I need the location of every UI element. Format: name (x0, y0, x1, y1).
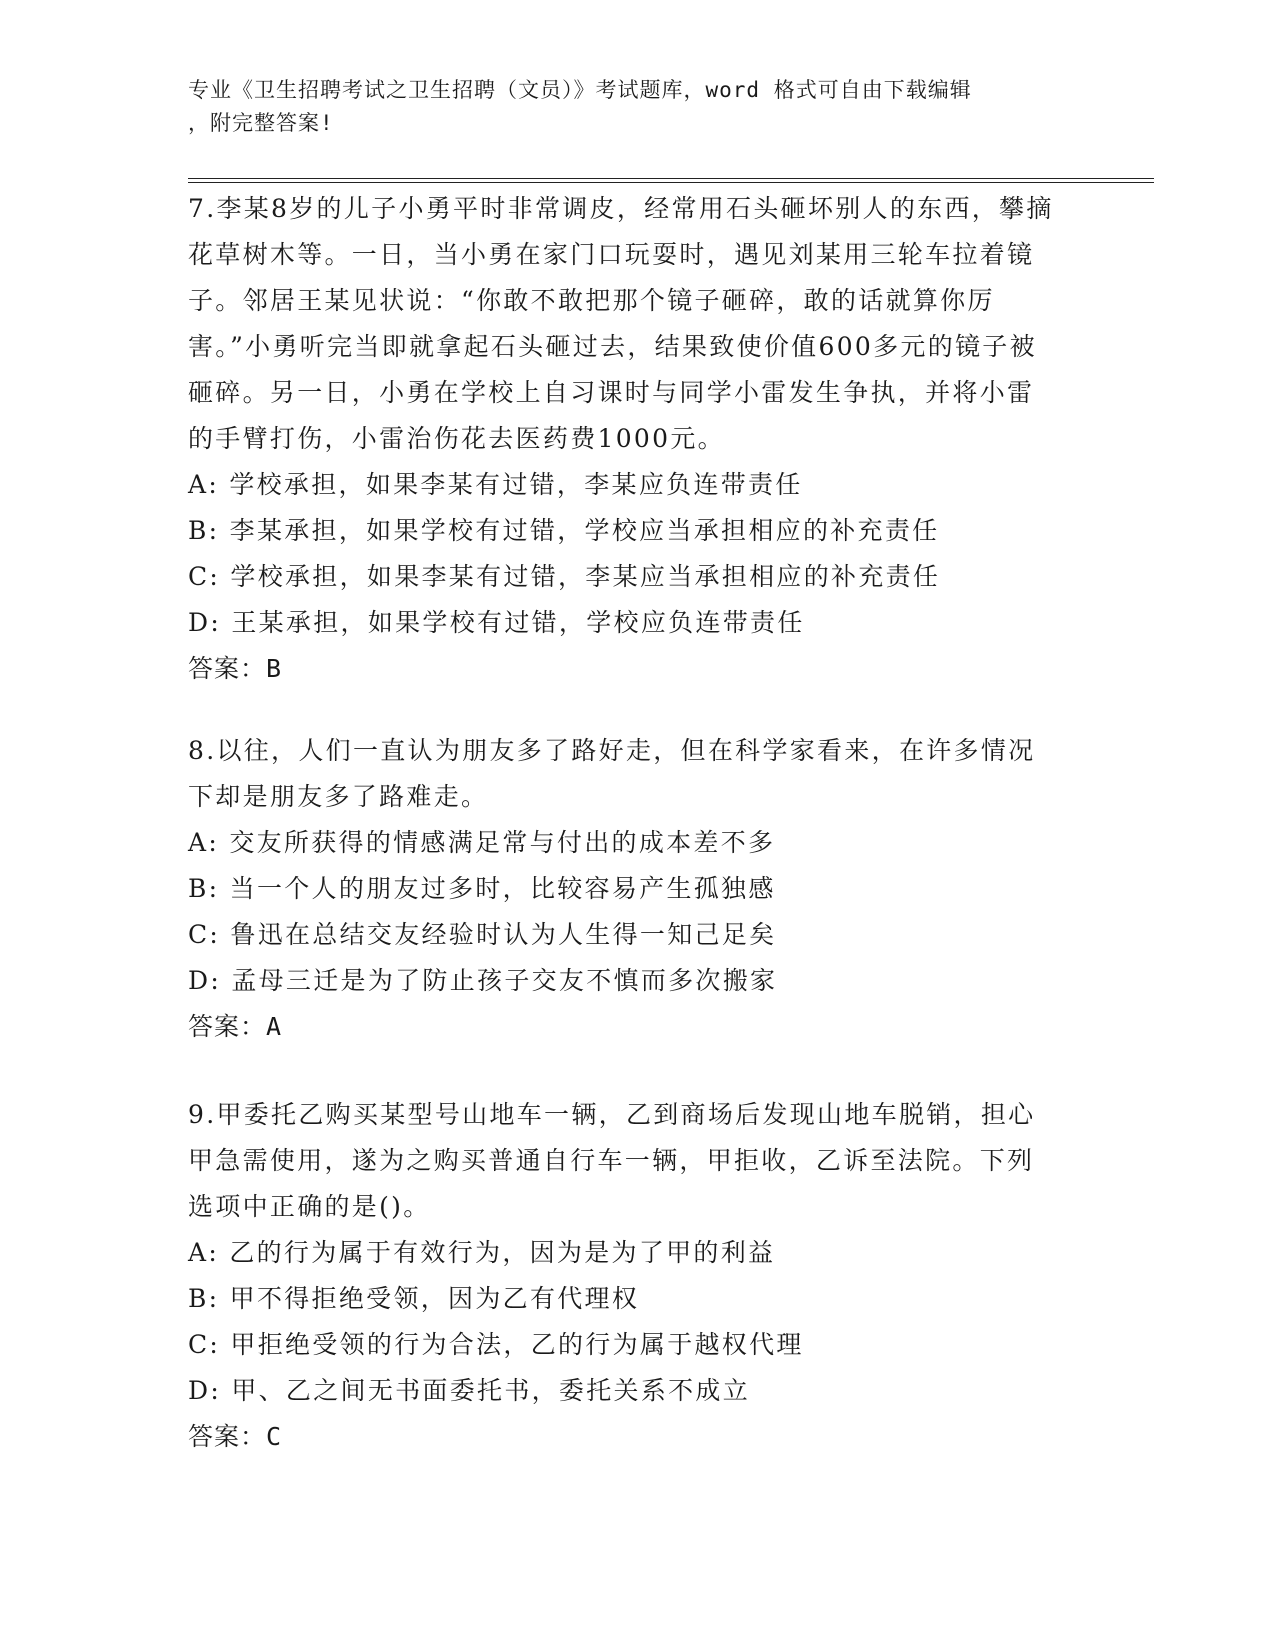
option-a: A: 学校承担，如果李某有过错，李某应负连带责任 (188, 470, 803, 499)
document-header (188, 74, 1068, 140)
header-divider-top (188, 178, 1154, 179)
option-b: B: 当一个人的朋友过多时，比较容易产生孤独感 (188, 874, 776, 903)
question-stem: 7.李某8岁的儿子小勇平时非常调皮，经常用石头砸坏别人的东西，攀摘花草树木等。一日，当小勇在家门口玩耍时，遇见刘某用三轮车拉着镜子。邻居王某见状说：“你敢不敢把那个镜子砸碎，敢的话就算你厉害。”小勇听完当即就拿起石头砸过去，结果致使价值600多元的镜子被砸碎。另一日，小勇在学校上自习课时与同学小雷发生争执，并将小雷的手臂打伤，小雷治伤花去医药费1000元。 (188, 194, 1054, 453)
option-a: A: 交友所获得的情感满足常与付出的成本差不多 (188, 828, 776, 857)
header-line-1: 专业《卫生招聘考试之卫生招聘（文员）》考试题库，word 格式可自由下载编辑 (188, 78, 972, 102)
option-b: B: 李某承担，如果学校有过错，学校应当承担相应的补充责任 (188, 516, 940, 545)
answer-line: 答案：C (188, 1422, 283, 1451)
answer-line: 答案：B (188, 654, 283, 683)
question-9 (188, 1092, 1058, 1460)
question-8 (188, 728, 1058, 1050)
option-c: C: 鲁迅在总结交友经验时认为人生得一知己足矣 (188, 920, 777, 949)
option-b: B: 甲不得拒绝受领，因为乙有代理权 (188, 1284, 640, 1313)
question-stem: 9.甲委托乙购买某型号山地车一辆，乙到商场后发现山地车脱销，担心甲急需使用，遂为之购买普通自行车一辆，甲拒收，乙诉至法院。下列选项中正确的是()。 (188, 1100, 1036, 1221)
option-d: D: 甲、乙之间无书面委托书，委托关系不成立 (188, 1376, 751, 1405)
option-d: D: 王某承担，如果学校有过错，学校应负连带责任 (188, 608, 805, 637)
header-divider-bottom (188, 182, 1154, 183)
option-c: C: 学校承担，如果李某有过错，李某应当承担相应的补充责任 (188, 562, 941, 591)
option-a: A: 乙的行为属于有效行为，因为是为了甲的利益 (188, 1238, 776, 1267)
question-7 (188, 186, 1058, 692)
option-d: D: 孟母三迁是为了防止孩子交友不慎而多次搬家 (188, 966, 778, 995)
question-stem: 8.以往，人们一直认为朋友多了路好走，但在科学家看来，在许多情况下却是朋友多了路难走。 (188, 736, 1036, 811)
header-line-2: ，附完整答案! (188, 111, 334, 135)
answer-line: 答案：A (188, 1012, 283, 1041)
option-c: C: 甲拒绝受领的行为合法，乙的行为属于越权代理 (188, 1330, 804, 1359)
